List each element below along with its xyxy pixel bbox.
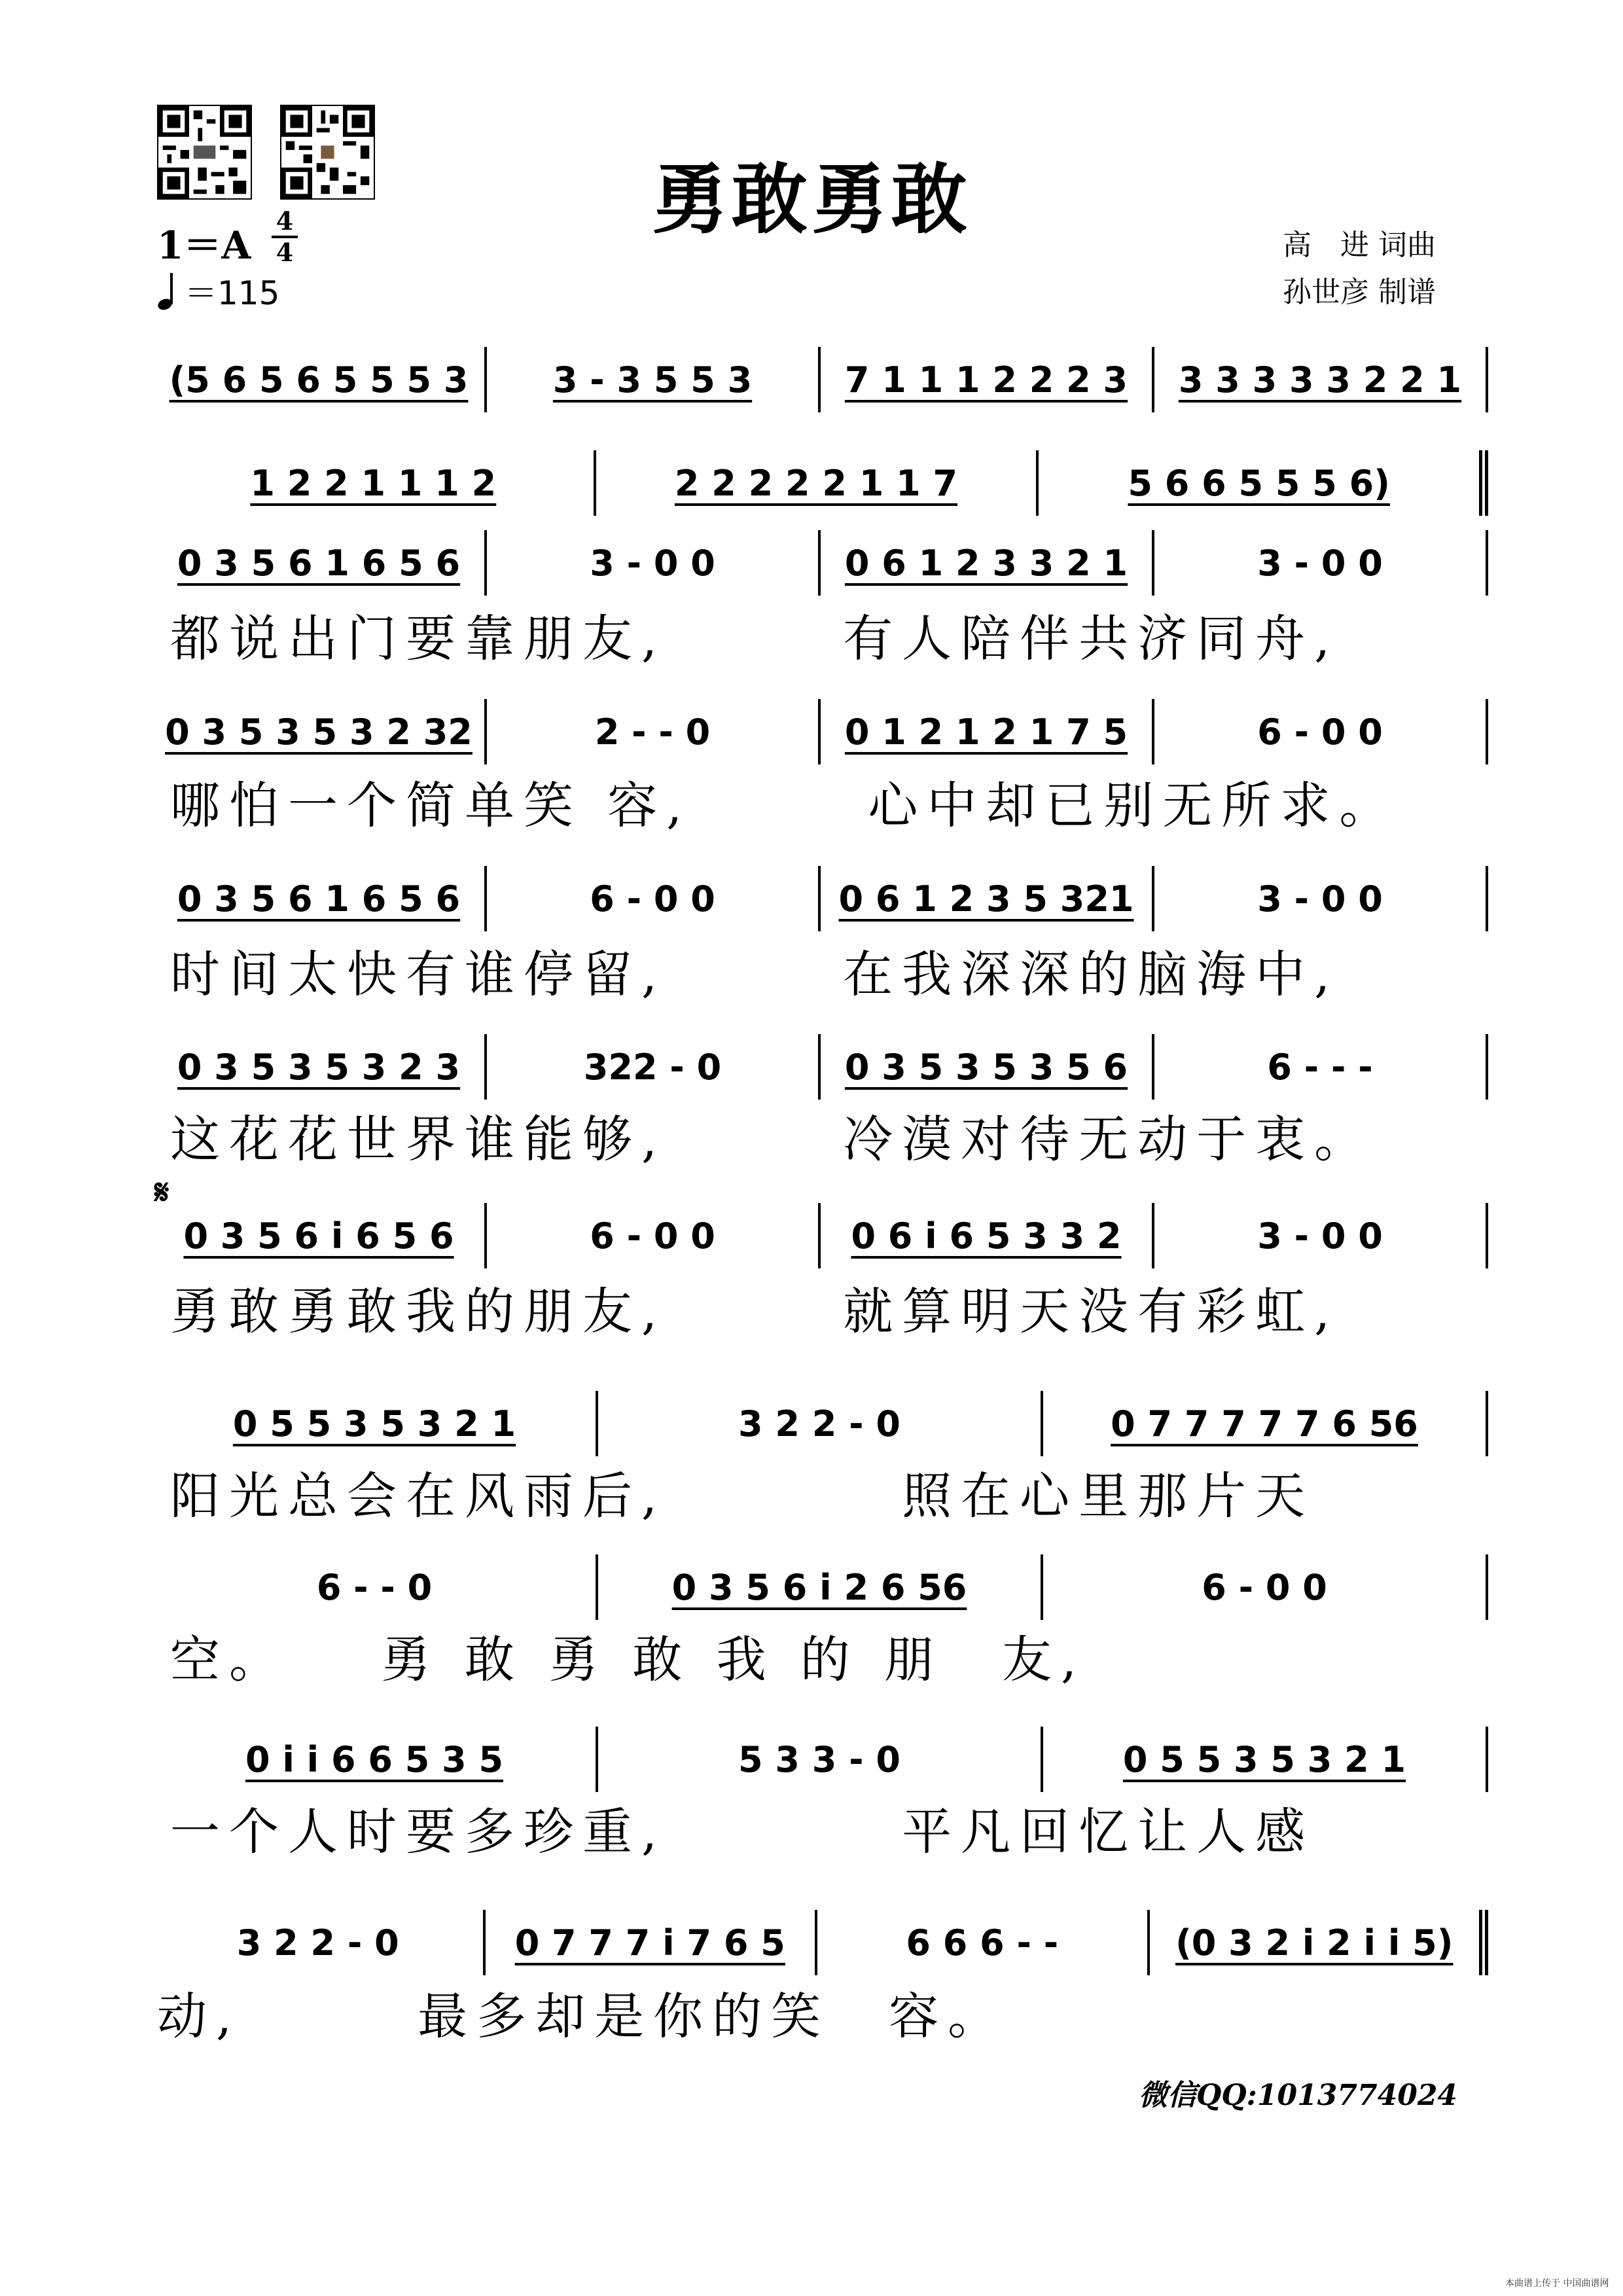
measure-notes: (5 6 5 6 5 5 5 3 [169, 359, 469, 401]
measure [487, 1203, 821, 1268]
tempo-value: ＝115 [185, 274, 280, 312]
measure-notes: 3 - 0 0 [1257, 1215, 1383, 1257]
measure [153, 1203, 487, 1268]
measure-notes: 3 2 2 - 0 [738, 1403, 901, 1444]
measure-notes: 6 - - - [1267, 1046, 1373, 1088]
music-row-8 [153, 1391, 1488, 1456]
measure-notes: 5 6 6 5 5 5 6) [1128, 462, 1390, 504]
measure-notes: 0 5 5 3 5 3 2 1 [1122, 1738, 1406, 1780]
measure [598, 1554, 1043, 1620]
measure-notes: 5 3 3 - 0 [738, 1738, 901, 1780]
measure-notes: 0 6 i 6 5 3 3 2 [851, 1215, 1122, 1257]
measure-notes: 6 - 0 0 [590, 1215, 715, 1257]
music-row-3 [153, 530, 1488, 596]
measure-notes: 3 - 0 0 [590, 542, 715, 584]
tempo-marking [157, 267, 279, 314]
music-row-11 [153, 1910, 1488, 1975]
contact-info: 微信QQ:1013774024 [1139, 2079, 1458, 2112]
measure-notes: 6 6 6 - - [906, 1922, 1059, 1964]
music-row-10 [153, 1727, 1488, 1792]
measure-notes: 322 - 0 [583, 1046, 722, 1088]
measure [487, 866, 821, 931]
measure [153, 1910, 486, 1975]
music-row-4 [153, 699, 1488, 764]
segno-sign: 𝄋 [154, 1173, 169, 1212]
measure [1039, 450, 1488, 516]
time-signature-bottom: 4 [276, 238, 294, 267]
lyric-row-9: 动, 最多却是你的笑 容。 [157, 1987, 1007, 2045]
music-row-2 [153, 450, 1488, 516]
measure [153, 1727, 598, 1792]
measure-notes: 0 3 5 6 i 6 5 6 [183, 1215, 454, 1257]
measure-notes: 3 - 0 0 [1257, 878, 1383, 920]
measure [821, 530, 1154, 596]
measure [153, 347, 487, 412]
measure-notes: 0 6 1 2 3 5 321 [838, 878, 1134, 920]
measure-notes: 6 - 0 0 [1202, 1566, 1327, 1608]
measure-notes: 0 3 5 3 5 3 2 32 [165, 711, 473, 753]
lyric-row-4: 这花花世界谁能够, 冷漠对待无动于衷。 [170, 1110, 1374, 1168]
measure [821, 699, 1154, 764]
measure-notes: 0 1 2 1 2 1 7 5 [844, 711, 1128, 753]
measure [153, 866, 487, 931]
measure [821, 866, 1154, 931]
measure [1154, 1203, 1488, 1268]
measure-notes: 7 1 1 1 2 2 2 3 [844, 359, 1128, 401]
lyric-row-2: 哪怕一个简单笑 容, 心中却已别无所求。 [170, 776, 1399, 834]
measure-notes: 3 - 0 0 [1257, 542, 1383, 584]
measure [821, 347, 1154, 412]
measure [1043, 1727, 1488, 1792]
key-signature: 1＝A [157, 223, 251, 268]
measure [821, 1203, 1154, 1268]
measure [1154, 1034, 1488, 1100]
measure [1043, 1554, 1488, 1620]
measure [153, 530, 487, 596]
music-row-9 [153, 1554, 1488, 1620]
measure-notes: 6 - 0 0 [1257, 711, 1383, 753]
measure [596, 450, 1039, 516]
measure [821, 1034, 1154, 1100]
measure [487, 347, 821, 412]
measure [153, 450, 596, 516]
measure [1150, 1910, 1489, 1975]
measure-notes: 0 3 5 6 1 6 5 6 [177, 542, 461, 584]
lyric-row-7: 空。 勇 敢 勇 敢 我 的 朋 友, [170, 1630, 1086, 1689]
measure [817, 1910, 1150, 1975]
music-row-7 [153, 1203, 1488, 1268]
measure-notes: 1 2 2 1 1 1 2 [250, 462, 497, 504]
credit-lyricist-composer: 高 进 词曲 [1283, 228, 1436, 262]
measure [153, 1391, 598, 1456]
music-row-5 [153, 866, 1488, 931]
measure [1043, 1391, 1488, 1456]
song-title: 勇敢勇敢 [652, 155, 971, 244]
measure-notes: 6 - - 0 [316, 1566, 433, 1608]
measure [487, 699, 821, 764]
measure [1154, 866, 1488, 931]
quarter-note-icon [157, 270, 177, 311]
measure-notes: 3 - 3 5 5 3 [552, 359, 753, 401]
lyric-row-5: 勇敢勇敢我的朋友, 就算明天没有彩虹, [170, 1282, 1340, 1340]
lyric-row-3: 时间太快有谁停留, 在我深深的脑海中, [170, 945, 1340, 1003]
measure-notes: 0 5 5 3 5 3 2 1 [232, 1403, 516, 1444]
measure-notes: 0 3 5 3 5 3 2 3 [177, 1046, 461, 1088]
measure-notes: 0 6 1 2 3 3 2 1 [844, 542, 1128, 584]
measure-notes: 2 2 2 2 2 1 1 7 [674, 462, 958, 504]
lyric-row-1: 都说出门要靠朋友, 有人陪伴共济同舟, [170, 609, 1340, 668]
measure-notes: 2 - - 0 [594, 711, 711, 753]
measure-notes: 6 - 0 0 [590, 878, 715, 920]
measure [153, 1554, 598, 1620]
measure-notes: 0 3 5 6 1 6 5 6 [177, 878, 461, 920]
measure [1154, 347, 1488, 412]
measure-notes: 0 7 7 7 7 7 6 56 [1111, 1403, 1418, 1444]
measure [1154, 699, 1488, 764]
measure [487, 1034, 821, 1100]
time-signature [272, 208, 298, 266]
measure [487, 530, 821, 596]
time-signature-top: 4 [276, 206, 294, 236]
music-row-1 [153, 347, 1488, 412]
measure-notes: 0 3 5 6 i 2 6 56 [671, 1566, 967, 1608]
measure [598, 1727, 1043, 1792]
measure [153, 1034, 487, 1100]
measure-notes: 3 3 3 3 3 2 2 1 [1178, 359, 1462, 401]
measure-notes: 0 i i 6 6 5 3 5 [245, 1738, 504, 1780]
lyric-row-8: 一个人时要多珍重, 平凡回忆让人感 [170, 1803, 1315, 1861]
measure-notes: 3 2 2 - 0 [236, 1922, 399, 1964]
music-row-6 [153, 1034, 1488, 1100]
measure-notes: 0 3 5 3 5 3 5 6 [844, 1046, 1128, 1088]
measure [486, 1910, 818, 1975]
measure-notes: (0 3 2 i 2 i i 5) [1175, 1922, 1454, 1964]
measure [153, 699, 487, 764]
measure-notes: 0 7 7 7 i 7 6 5 [514, 1922, 785, 1964]
credit-transcriber: 孙世彦 制谱 [1283, 276, 1436, 309]
measure [1154, 530, 1488, 596]
measure [598, 1391, 1043, 1456]
upload-note: 本曲谱上传于 中国曲谱网 [1505, 2278, 1609, 2289]
lyric-row-6: 阳光总会在风雨后, 照在心里那片天 [170, 1467, 1315, 1525]
